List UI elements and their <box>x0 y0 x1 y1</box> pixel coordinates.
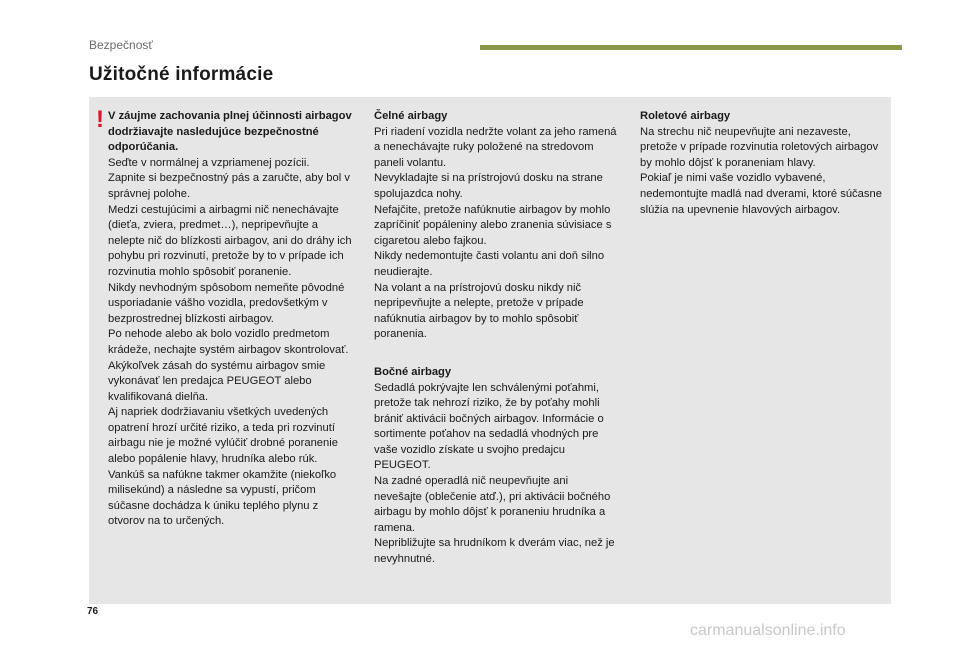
side-airbags-heading: Bočné airbagy <box>374 365 452 378</box>
page-title: Užitočné informácie <box>89 64 274 85</box>
curtain-airbags-paragraph: Pokiaľ je nimi vaše vozidlo vybavené, nedemontujte madlá nad dverami, ktoré súčasne slúžia na upevnenie hlavových airbagov. <box>640 172 882 216</box>
page-number: 76 <box>87 606 99 617</box>
watermark: carmanualsonline.info <box>690 622 846 639</box>
section-label: Bezpečnosť <box>89 38 153 52</box>
side-airbags-paragraph: Sedadlá pokrývajte len schválenými poťahmi, pretože tak nehrozí riziko, že by poťahy mohli brániť aktivácii bočných airbagov. Informácie o sortimente poťahov na sedadlá vhodných pre vaše vozidlo získate u svojho predajcu PEUGEOT. <box>374 381 604 472</box>
front-airbags-paragraph: Nevykladajte si na prístrojovú dosku na strane spolujazdca nohy. <box>374 172 603 200</box>
curtain-airbags-paragraph: Na strechu nič neupevňujte ani nezaveste, pretože v prípade rozvinutia roletových airbagov by mohlo dôjsť k poraneniam hlavy. <box>640 125 879 169</box>
warning-paragraph: Nikdy nevhodným spôsobom nemeňte pôvodné usporiadanie vášho vozidla, predovšetkým v bezprostrednej blízkosti airbagov. <box>108 281 345 325</box>
warning-intro: V záujme zachovania plnej účinnosti airbagov dodržiavajte nasledujúce bezpečnostné odporúčania. <box>108 110 352 154</box>
info-panel <box>89 97 891 604</box>
exclamation-warning-icon: ! <box>96 106 104 133</box>
front-airbags-paragraph: Pri riadení vozidla nedržte volant za jeho ramená a nenechávajte ruky položené na stredovom paneli volantu. <box>374 125 617 169</box>
side-airbags-paragraph: Nepribližujte sa hrudníkom k dverám viac, než je nevyhnutné. <box>374 537 615 566</box>
front-airbags-paragraph: Nikdy nedemontujte časti volantu ani doň silno neudierajte. <box>374 250 605 278</box>
warning-paragraph: Medzi cestujúcimi a airbagmi nič nenechávajte (dieťa, zviera, predmet…), nepripevňujte a nelepte nič do blízkosti airbagov, ani do dráhy ich pohybu pri rozvinutí, pretože by to v prípade ich rozvinutia mohlo spôsobiť poranenie. <box>108 203 352 278</box>
warning-paragraph: Aj napriek dodržiavaniu všetkých uvedených opatrení hrozí určité riziko, a teda pri rozvinutí airbagu nie je možné vylúčiť drobné poranenie alebo popálenie hlavy, hrudníka alebo rúk. Vankúš sa nafúkne takmer okamžite (niekoľko milisekúnd) a následne sa vypustí, pričom súčasne dochádza k úniku teplého plynu z otvorov na to určených. <box>108 406 338 528</box>
airbag-column-front-side <box>374 109 619 568</box>
warning-paragraph: Seďte v normálnej a vzpriamenej pozícii. <box>108 156 310 169</box>
curtain-airbags-heading: Roletové airbagy <box>640 110 731 122</box>
header-rule <box>480 45 902 50</box>
front-airbags-paragraph: Na volant a na prístrojovú dosku nikdy nič nepripevňujte a nelepte, pretože v prípade nafúknutia airbagov by to mohlo spôsobiť poranenia. <box>374 281 584 341</box>
warning-paragraph: Po nehode alebo ak bolo vozidlo predmetom krádeže, nechajte systém airbagov skontrolovať. <box>108 328 349 356</box>
warning-column <box>108 109 353 530</box>
warning-paragraph: Zapnite si bezpečnostný pás a zaručte, aby bol v správnej polohe. <box>108 172 350 200</box>
warning-paragraph: Akýkoľvek zásah do systému airbagov smie vykonávať len predajca PEUGEOT alebo kvalifikovaná dielňa. <box>108 359 326 403</box>
front-airbags-heading: Čelné airbagy <box>374 110 448 122</box>
airbag-column-curtain <box>640 109 885 218</box>
front-airbags-paragraph: Nefajčite, pretože nafúknutie airbagov by mohlo zapríčiniť popáleniny alebo zranenia súvisiace s cigaretou alebo fajkou. <box>374 203 612 247</box>
side-airbags-paragraph: Na zadné operadlá nič neupevňujte ani nevešajte (oblečenie atď.), pri aktivácii bočného airbagu by mohlo dôjsť k poraneniu hrudníka a ramena. <box>374 475 611 534</box>
